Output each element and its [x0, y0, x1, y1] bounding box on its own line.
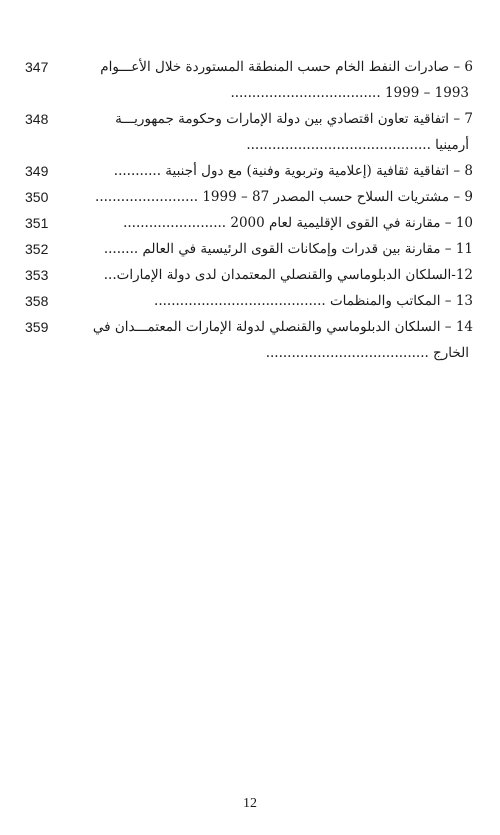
toc-entry-line: 11 – مقارنة بين قدرات وإمكانات القوى الرئيسية في العالم ........ [103, 241, 473, 257]
toc-entry-line: 10 – مقارنة في القوى الإقليمية لعام 2000 ........................ [123, 215, 473, 231]
toc-entry [25, 314, 473, 366]
toc-entry-line: 1993 – 1999 ................................... [230, 85, 469, 101]
toc-entry [25, 106, 473, 158]
toc-entry-line: 13 – المكاتب والمنظمات ........................................ [154, 293, 473, 309]
toc-entry [25, 236, 473, 262]
toc-entry [25, 262, 473, 288]
toc-entry-line: 12-السلكان الدبلوماسي والقنصلي المعتمدان لدى دولة الإمارات... [103, 267, 473, 283]
toc-entry-text [69, 210, 473, 236]
toc-page-number: 349 [25, 163, 49, 179]
toc-page-number: 359 [25, 319, 49, 335]
toc-entry-text [69, 184, 473, 210]
toc-entry [25, 210, 473, 236]
toc-entry-text [69, 288, 473, 314]
toc-entry-line: 7 – اتفاقية تعاون اقتصادي بين دولة الإمارات وحكومة جمهوريـــة [115, 111, 473, 127]
toc-entry-line: الخارج ...................................... [265, 345, 469, 361]
toc-page-number: 347 [25, 59, 49, 75]
toc-page-number: 351 [25, 215, 49, 231]
toc-entry [25, 54, 473, 106]
toc-entry-line: 6 – صادرات النفط الخام حسب المنطقة المستوردة خلال الأعـــوام [100, 59, 473, 75]
toc-page-number: 348 [25, 111, 49, 127]
toc-page-number: 358 [25, 293, 49, 309]
toc-page-number: 350 [25, 189, 49, 205]
toc-entry-line: 8 – اتفاقية ثقافية (إعلامية وتربوية وفنية) مع دول أجنبية ........... [113, 163, 473, 179]
toc-page-number: 353 [25, 267, 49, 283]
toc-entry-line: أرمينيا ........................................... [246, 137, 469, 153]
toc-entry [25, 184, 473, 210]
table-of-contents [25, 54, 473, 366]
toc-page-number: 352 [25, 241, 49, 257]
toc-entry [25, 158, 473, 184]
toc-entry-text [69, 106, 473, 158]
toc-entry-text [69, 158, 473, 184]
toc-entry-line: 9 – مشتريات السلاح حسب المصدر 87 – 1999 ........................ [95, 189, 473, 205]
toc-entry-text [69, 54, 473, 106]
toc-entry [25, 288, 473, 314]
toc-entry-text [69, 262, 473, 288]
page-number-footer: 12 [243, 796, 257, 811]
toc-entry-line: 14 – السلكان الدبلوماسي والقنصلي لدولة الإمارات المعتمـــدان في [92, 319, 473, 335]
toc-entry-text [69, 314, 473, 366]
toc-entry-text [69, 236, 473, 262]
